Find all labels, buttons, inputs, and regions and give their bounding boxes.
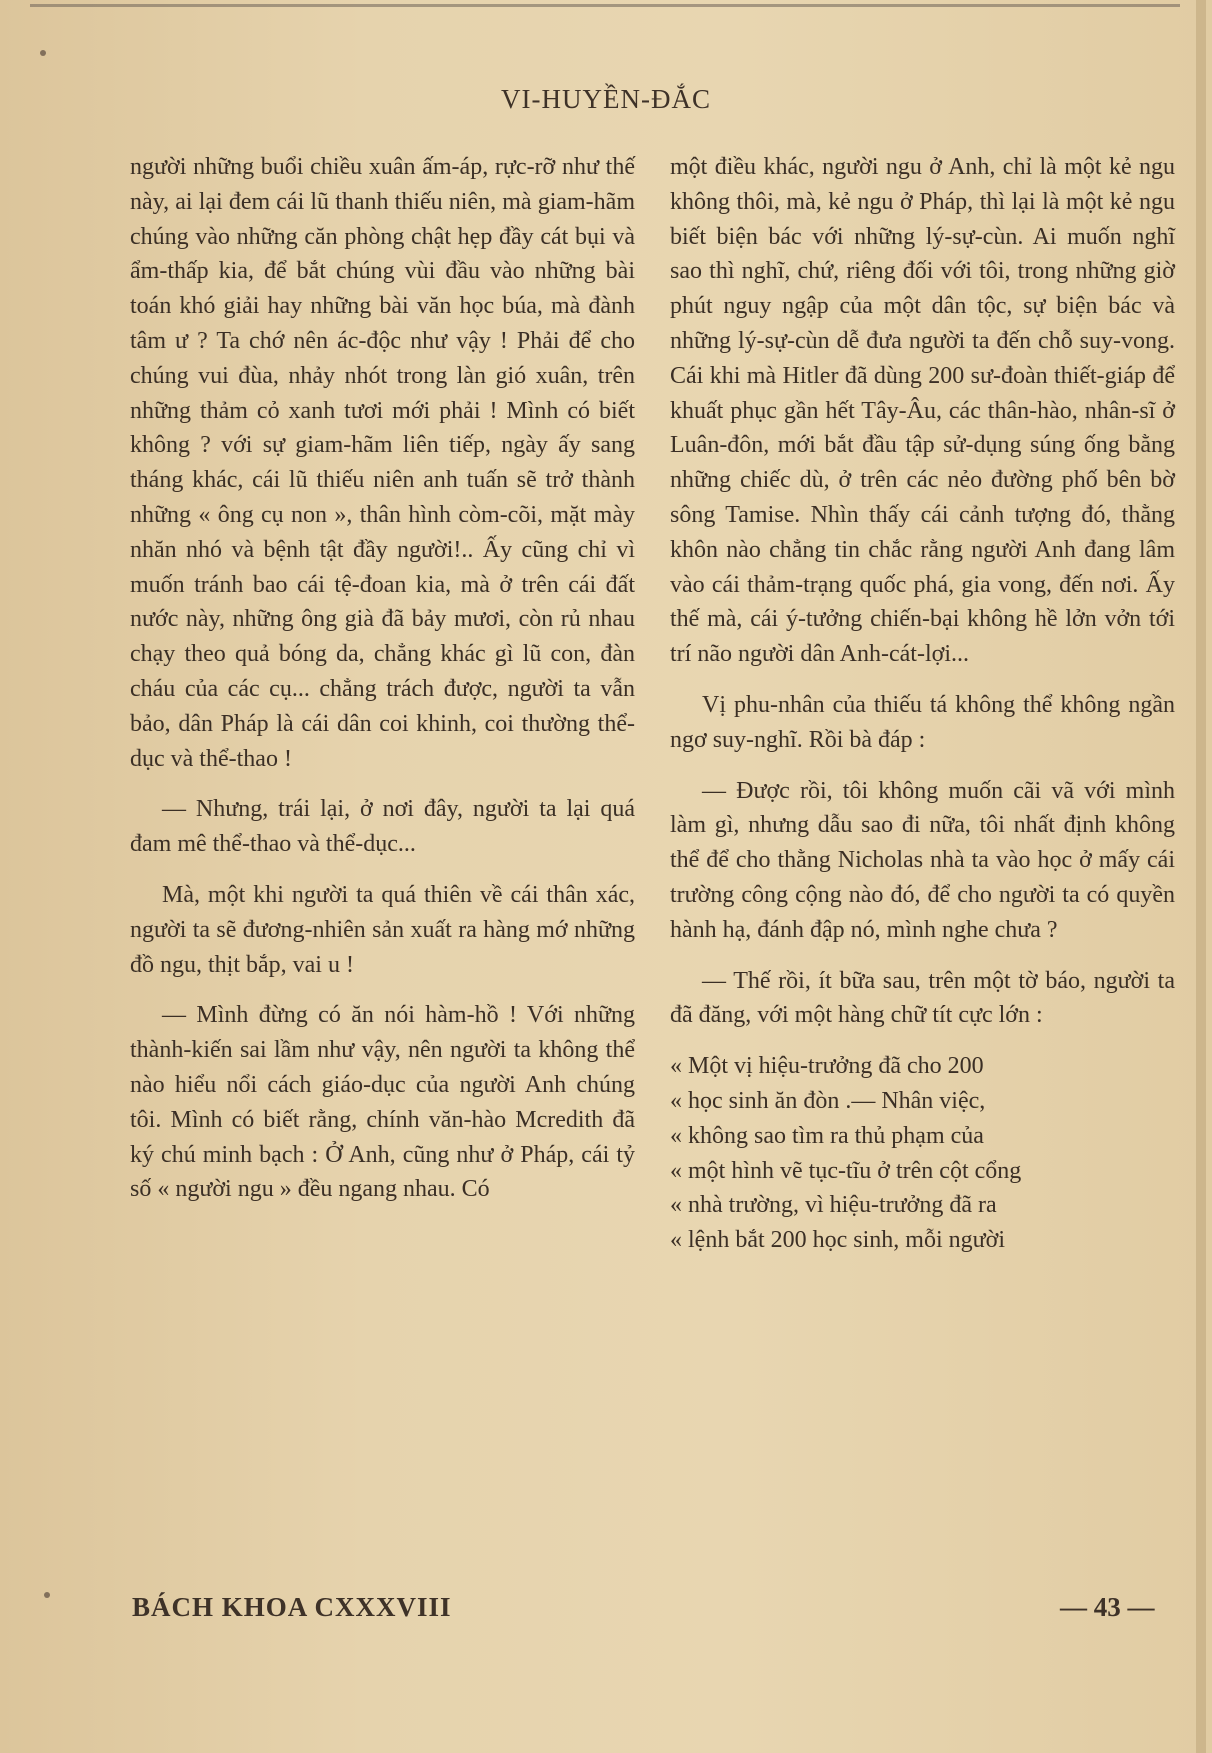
page-number: — 43 — xyxy=(1060,1592,1155,1622)
paragraph: — Mình đừng có ăn nói hàm-hồ ! Với những thành-kiến sai lầm như vậy, nên người ta không thể nào hiểu nổi cách giáo-dục của người Anh chúng tôi. Mình có biết rằng, chính văn-hào Mcredith đã ký chú minh bạch : Ở Anh, cũng như ở Pháp, cái tỷ số « người ngu » đều ngang nhau. Có xyxy=(130,1002,635,1203)
paragraph: — Nhưng, trái lại, ở nơi đây, người ta lại quá đam mê thể-thao và thể-dục... xyxy=(130,796,635,858)
paragraph: một điều khác, người ngu ở Anh, chỉ là một kẻ ngu không thôi, mà, kẻ ngu ở Pháp, thì lại là một kẻ ngu biết biện bác với những lý-sự-cùn. Ai muốn nghĩ sao thì nghĩ, chứ, riêng đối với tôi, trong những giờ phút nguy ngập của một dân tộc, sự biện bác và những lý-sự-cùn dễ đưa người ta đến chỗ suy-vong. Cái khi mà Hitler đã dùng 200 sư-đoàn thiết-giáp để khuất phục gần hết Tây-Âu, các thân-hào, nhân-sĩ ở Luân-đôn, mới bắt đầu tập sử-dụng súng ống bằng những chiếc dù, ở trên các nẻo đường phố bên bờ sông Tamise. Nhìn thấy cái cảnh tượng đó, thằng khôn nào chẳng tin chắc rằng người Anh đang lâm vào cái thảm-trạng quốc phá, gia vong, đến nơi. Ấy thế mà, cái ý-tưởng chiến-bại không hề lởn vởn tới trí não người dân Anh-cát-lợi... xyxy=(670,154,1175,668)
paragraph: — Được rồi, tôi không muốn cãi vã với mình làm gì, nhưng dẫu sao đi nữa, tôi nhất định không thể để cho thằng Nicholas nhà ta vào học ở mấy cái trường công cộng nào đó, để cho người ta có quyền hành hạ, đánh đập nó, mình nghe chưa ? xyxy=(670,777,1175,943)
quote-line: « nhà trường, vì hiệu-trưởng đã ra xyxy=(670,1192,997,1219)
speck xyxy=(40,50,46,56)
paragraph: Vị phu-nhân của thiếu tá không thể không ngần ngơ suy-nghĩ. Rồi bà đáp : xyxy=(670,691,1175,753)
quote-line: « lệnh bắt 200 học sinh, mỗi người xyxy=(670,1227,1006,1254)
page-top-edge xyxy=(30,4,1180,7)
left-column xyxy=(130,150,635,1223)
page-right-edge xyxy=(1196,0,1206,1753)
paragraph: người những buổi chiều xuân ấm-áp, rực-rỡ như thế này, ai lại đem cái lũ thanh thiếu niên, mà giam-hãm chúng vào những căn phòng chật hẹp đầy cát bụi và ẩm-thấp kia, để bắt chúng vùi đầu vào những bài toán khó giải hay những bài văn học búa, mà đành tâm ư ? Ta chớ nên ác-độc như vậy ! Phải để cho chúng vui đùa, nhảy nhót trong làn gió xuân, trên những thảm cỏ xanh tươi mới phải ! Mình có biết không ? với sự giam-hãm liên tiếp, ngày ấy sang tháng khác, cái lũ thiếu niên anh tuấn sẽ trở thành những « ông cụ non », thân hình còm-cõi, mặt mày nhăn nhó và bệnh tật đầy người!.. Ấy cũng chỉ vì muốn tránh bao cái tệ-đoan kia, mà ở trên cái đất nước này, những ông già đã bảy mươi, còn rủ nhau chạy theo quả bóng da, chẳng khác gì lũ con, đàn cháu của các cụ... chẳng trách được, người ta vẫn bảo, dân Pháp là cái dân coi khinh, coi thường thể-dục và thể-thao ! xyxy=(130,154,635,772)
quote-line: « học sinh ăn đòn .— Nhân việc, xyxy=(670,1087,986,1114)
magazine-name: BÁCH KHOA CXXXVIII xyxy=(132,1592,452,1622)
quote-line: « một hình vẽ tục-tĩu ở trên cột cổng xyxy=(670,1157,1022,1184)
running-header: VI-HUYỀN-ĐẮC xyxy=(501,84,711,114)
paragraph: — Thế rồi, ít bữa sau, trên một tờ báo, người ta đã đăng, với một hàng chữ tít cực lớn : xyxy=(670,967,1175,1029)
speck xyxy=(44,1592,50,1598)
quoted-headline xyxy=(670,1049,1175,1258)
quote-line: « Một vị hiệu-trưởng đã cho 200 xyxy=(670,1053,984,1080)
right-column xyxy=(670,150,1175,1258)
quote-line: « không sao tìm ra thủ phạm của xyxy=(670,1122,984,1149)
paragraph: Mà, một khi người ta quá thiên về cái thân xác, người ta sẽ đương-nhiên sản xuất ra hàng mớ những đồ ngu, thịt bắp, vai u ! xyxy=(130,881,635,978)
